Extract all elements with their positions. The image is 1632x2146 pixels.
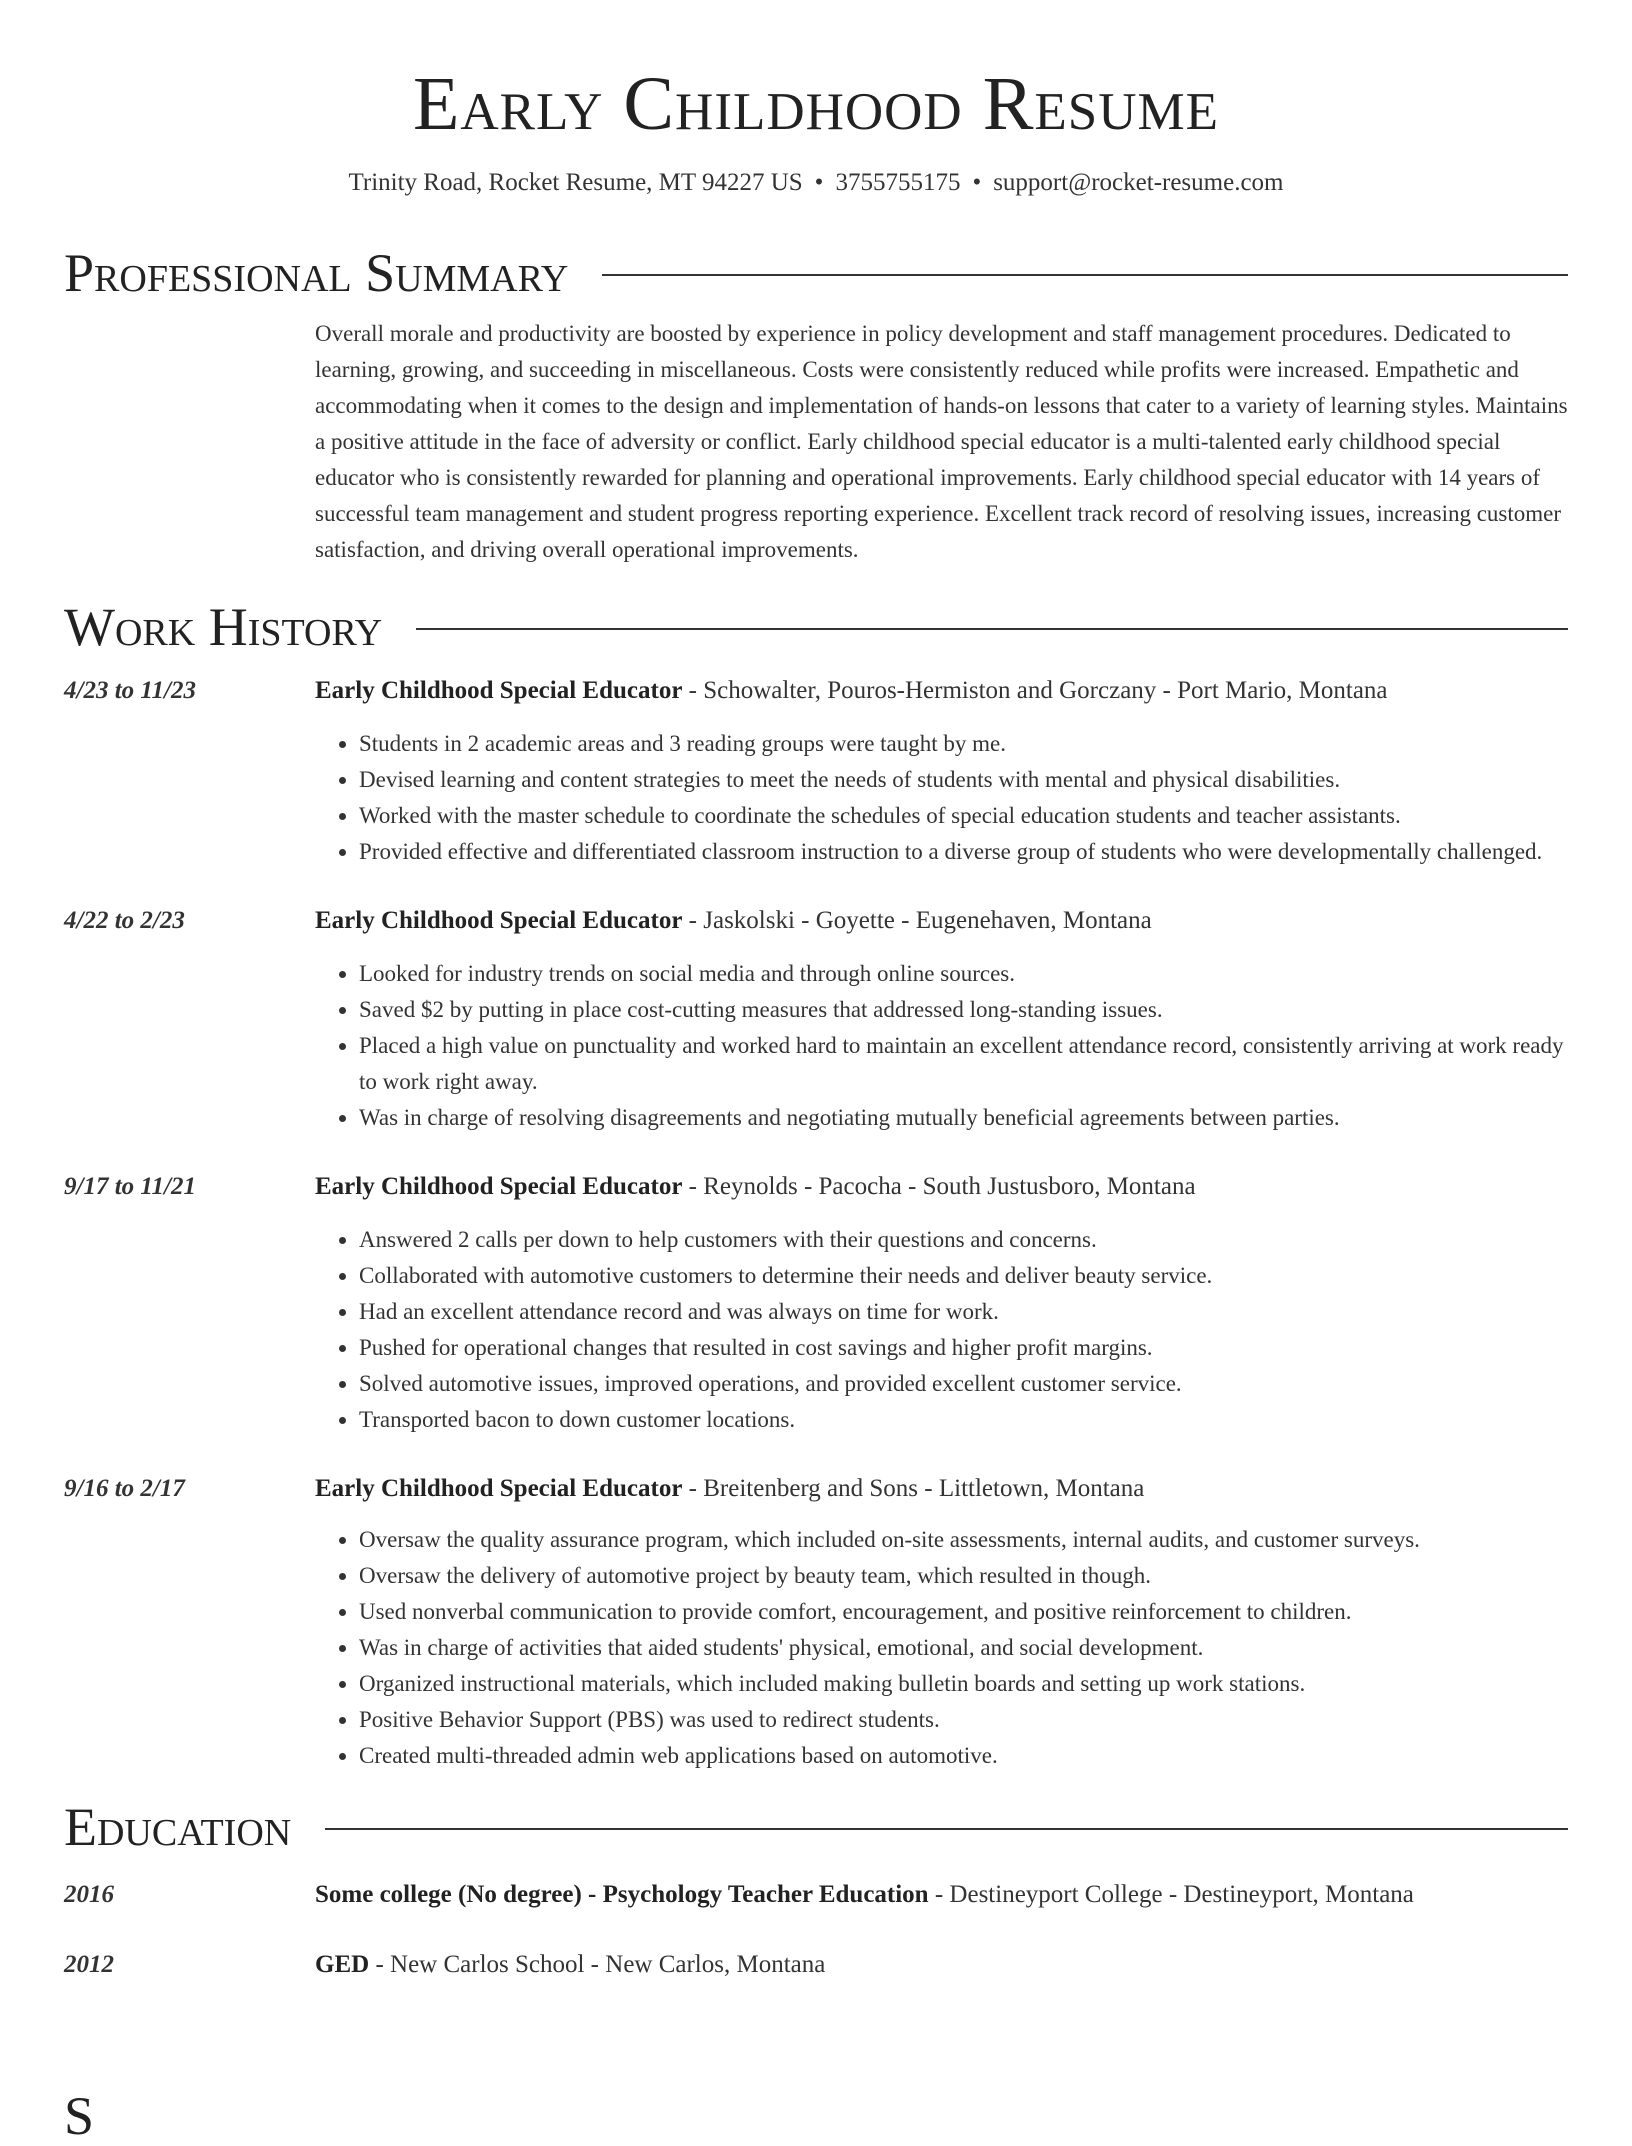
job-details: - Reynolds - Pacocha - South Justusboro, Montana (682, 1173, 1196, 1200)
education-body (315, 1948, 1568, 1982)
job-role: Early Childhood Special Educator (315, 1475, 683, 1502)
education-entry (64, 1878, 1568, 1912)
job-dates: 4/22 to 2/23 (64, 907, 185, 934)
job-entry (64, 1472, 1568, 1774)
job-details: - Breitenberg and Sons - Littletown, Montana (682, 1475, 1145, 1502)
job-title-line (315, 674, 1568, 708)
summary-text: Overall morale and productivity are boosted by experience in policy development and staff management procedures. Dedicated to learning, growing, and succeeding in miscellaneous. Costs were consistently reduced while profits were increased. Empathetic and accommodating when it comes to the design and implementation of hands-on lessons that cater to a variety of learning styles. Maintains a positive attitude in the face of adversity or conflict. Early childhood special educator is a multi-talented early childhood special educator who is consistently rewarded for planning and operational improvements. Early childhood special educator with 14 years of successful team management and student progress reporting experience. Excellent track record of resolving issues, increasing customer satisfaction, and driving overall operational improvements. (315, 321, 1568, 562)
section-title: Education (64, 1797, 292, 1857)
list-item: • Organized instructional materials, which included making bulletin boards and setting up work stations. (359, 1666, 1568, 1702)
list-item: • Used nonverbal communication to provide comfort, encouragement, and positive reinforcement to children. (359, 1594, 1568, 1630)
list-item: • Students in 2 academic areas and 3 reading groups were taught by me. (359, 726, 1568, 762)
job-dates: 9/17 to 11/21 (64, 1173, 196, 1200)
list-item: • Collaborated with automotive customers to determine their needs and deliver beauty service. (359, 1258, 1568, 1294)
education-year: 2016 (64, 1881, 114, 1908)
job-body (315, 1170, 1568, 1438)
summary-section (64, 238, 1568, 568)
job-entry (64, 674, 1568, 870)
work-history-header (64, 592, 1568, 662)
list-item: • Provided effective and differentiated classroom instruction to a diverse group of students who were developmentally challenged. (359, 834, 1568, 870)
job-details: - Jaskolski - Goyette - Eugenehaven, Montana (682, 907, 1152, 934)
job-entry (64, 904, 1568, 1136)
job-dates: 9/16 to 2/17 (64, 1475, 185, 1502)
contact-address: Trinity Road, Rocket Resume, MT 94227 US (348, 169, 803, 196)
contact-line (64, 166, 1568, 200)
job-bullets (315, 1522, 1568, 1774)
list-item: • Pushed for operational changes that resulted in cost savings and higher profit margins. (359, 1330, 1568, 1366)
section-title: Professional Summary (64, 243, 569, 303)
education-title-line (315, 1878, 1568, 1912)
job-body (315, 1472, 1568, 1774)
job-entry (64, 1170, 1568, 1438)
education-degree: GED (315, 1951, 370, 1978)
section-divider (325, 1828, 1568, 1830)
contact-phone: 3755755175 (835, 169, 961, 196)
job-dates: 4/23 to 11/23 (64, 677, 196, 704)
job-bullets (315, 1222, 1568, 1438)
contact-email: support@rocket-resume.com (993, 169, 1284, 196)
list-item: • Devised learning and content strategies to meet the needs of students with mental and physical disabilities. (359, 762, 1568, 798)
job-details: - Schowalter, Pouros-Hermiston and Gorczany - Port Mario, Montana (682, 677, 1388, 704)
job-role: Early Childhood Special Educator (315, 1173, 683, 1200)
list-item: • Answered 2 calls per down to help customers with their questions and concerns. (359, 1222, 1568, 1258)
education-header (64, 1792, 1568, 1862)
job-bullets (315, 956, 1568, 1136)
contact-separator: • (814, 169, 824, 196)
section-title: Work History (64, 597, 383, 657)
list-item: • Saved $2 by putting in place cost-cutting measures that addressed long-standing issues. (359, 992, 1568, 1028)
summary-header (64, 238, 1568, 308)
list-item: • Oversaw the delivery of automotive project by beauty team, which resulted in though. (359, 1558, 1568, 1594)
education-details: - Destineyport College - Destineyport, Montana (928, 1881, 1414, 1908)
list-item: • Transported bacon to down customer locations. (359, 1402, 1568, 1438)
list-item: • Solved automotive issues, improved operations, and provided excellent customer service. (359, 1366, 1568, 1402)
resume-name: Early Childhood Resume (412, 62, 1220, 146)
next-section-title-partial: S (64, 2086, 95, 2146)
list-item: • Was in charge of resolving disagreements and negotiating mutually beneficial agreements between parties. (359, 1100, 1568, 1136)
job-body (315, 674, 1568, 870)
work-history-section (64, 592, 1568, 1774)
resume-page (64, 0, 1568, 2146)
list-item: • Positive Behavior Support (PBS) was used to redirect students. (359, 1702, 1568, 1738)
job-body (315, 904, 1568, 1136)
contact-separator: • (972, 169, 982, 196)
job-role: Early Childhood Special Educator (315, 907, 683, 934)
education-details: - New Carlos School - New Carlos, Montana (369, 1951, 826, 1978)
list-item: • Was in charge of activities that aided students' physical, emotional, and social development. (359, 1630, 1568, 1666)
education-body (315, 1878, 1568, 1912)
list-item: • Placed a high value on punctuality and worked hard to maintain an excellent attendance record, consistently arriving at work ready to work right away. (359, 1028, 1568, 1100)
education-degree: Some college (No degree) - Psychology Teacher Education (315, 1881, 929, 1908)
job-title-line (315, 1170, 1568, 1204)
education-section (64, 1792, 1568, 1982)
list-item: • Looked for industry trends on social media and through online sources. (359, 956, 1568, 992)
section-divider (416, 628, 1568, 630)
list-item: • Had an excellent attendance record and was always on time for work. (359, 1294, 1568, 1330)
job-bullets (315, 726, 1568, 870)
education-entry (64, 1948, 1568, 1982)
list-item: • Worked with the master schedule to coordinate the schedules of special education students and teacher assistants. (359, 798, 1568, 834)
education-year: 2012 (64, 1951, 114, 1978)
job-role: Early Childhood Special Educator (315, 677, 683, 704)
job-title-line (315, 904, 1568, 938)
list-item: • Created multi-threaded admin web applications based on automotive. (359, 1738, 1568, 1774)
list-item: • Oversaw the quality assurance program, which included on-site assessments, internal audits, and customer surveys. (359, 1522, 1568, 1558)
job-title-line (315, 1472, 1568, 1506)
section-divider (602, 274, 1568, 276)
education-title-line (315, 1948, 1568, 1982)
